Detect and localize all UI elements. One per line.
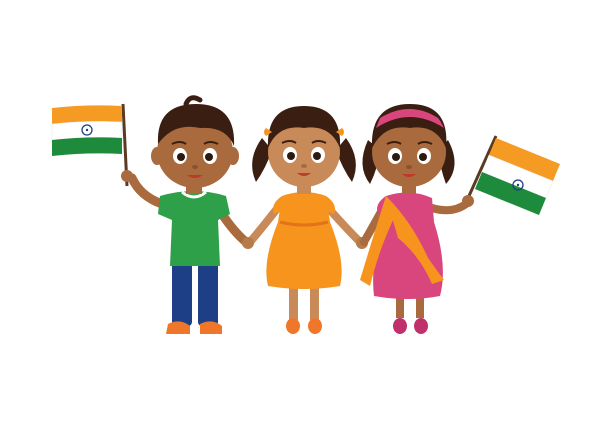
boy-hand-left	[121, 170, 133, 182]
left-flag-saffron	[52, 105, 122, 124]
girl-saree-shoe-left	[393, 318, 407, 334]
boy-ear-right	[227, 147, 239, 165]
left-flag-green	[52, 137, 122, 156]
girl-saree-shoe-right	[414, 318, 428, 334]
boy-nose	[192, 165, 198, 169]
girl-center-arm-left	[250, 210, 276, 242]
girl-center-nose	[301, 164, 307, 168]
girl-saree-hand	[462, 195, 474, 207]
girl-saree-nose	[406, 165, 412, 169]
boy	[121, 98, 246, 334]
girl-center	[242, 106, 368, 334]
girl-center-shoe-right	[308, 318, 322, 334]
boy-shirt	[158, 191, 230, 266]
right-flag	[464, 136, 560, 215]
girl-saree-raised-arm	[432, 204, 466, 210]
girl-saree	[360, 104, 474, 334]
girl-center-shoe-left	[286, 318, 300, 334]
boy-ear-left	[151, 147, 163, 165]
boy-shoe-right	[200, 321, 222, 334]
boy-leg-right	[198, 262, 218, 326]
left-flag	[52, 104, 127, 186]
boy-arm-right	[222, 214, 246, 242]
boy-leg-left	[172, 262, 192, 326]
boy-raised-arm	[132, 178, 162, 204]
held-hands-left	[242, 237, 254, 249]
